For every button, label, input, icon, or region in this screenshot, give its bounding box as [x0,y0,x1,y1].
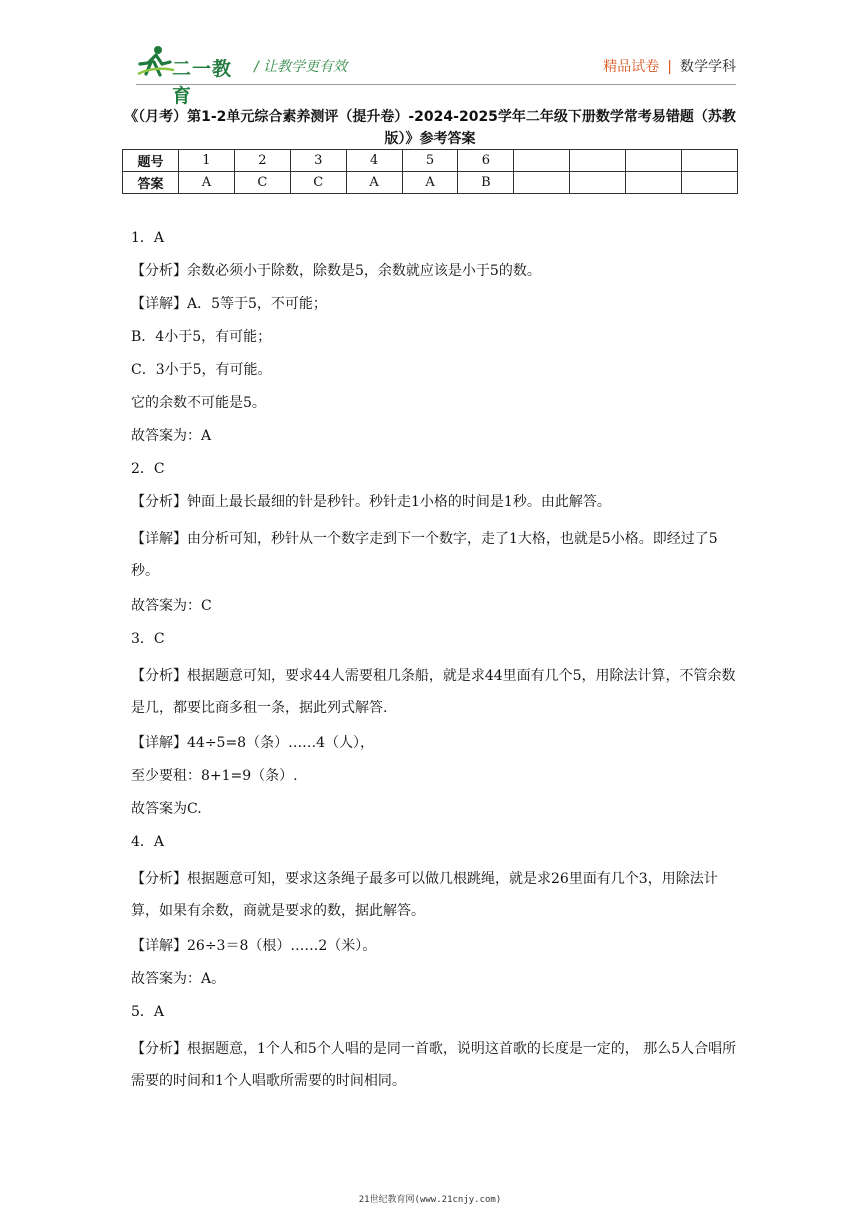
logo-text: 二一教育 [172,58,233,107]
conclusion-paragraph: 故答案为C. [131,801,202,817]
question-number-cell [570,150,626,172]
analysis-paragraph: 【分析】余数必须小于除数，除数是5，余数就应该是小于5的数。 [131,263,541,279]
header-category: 精品试卷 [603,59,660,75]
question-number-cell [626,150,682,172]
question-number-cell: 5 [402,150,458,172]
detail-paragraph: 【详解】A．5等于5，不可能； [131,296,327,312]
answer-cell [570,172,626,194]
question-number-cell: 6 [458,150,514,172]
answer-cell: B [458,172,514,194]
question-number-cell: 2 [234,150,290,172]
question-heading: 4．A [131,834,165,850]
answer-cell [626,172,682,194]
analysis-paragraph: 【分析】钟面上最长最细的针是秒针。秒针走1小格的时间是1秒。由此解答。 [131,494,611,510]
detail-paragraph: C．3小于5，有可能。 [131,362,272,378]
detail-paragraph: 【详解】由分析可知，秒针从一个数字走到下一个数字，走了1大格，也就是5小格。即经过了5秒。 [131,531,718,579]
question-heading: 3．C [131,631,165,647]
analysis-paragraph: 【分析】根据题意，1个人和5个人唱的是同一首歌，说明这首歌的长度是一定的， 那么5人合唱所需要的时间和1个人唱歌所需要的时间相同。 [131,1041,737,1089]
question-number-row [123,150,738,172]
page-footer: 21世纪教育网(www.21cnjy.com) [358,1195,502,1205]
header-right [603,56,736,76]
document-title: 《（月考）第1-2单元综合素养测评（提升卷）-2024-2025学年二年级下册数学常考易错题（苏教版）》参考答案 [124,109,736,147]
answer-cell: C [290,172,346,194]
answer-cell: C [234,172,290,194]
header-separator: | [667,59,672,75]
slogan: / 让教学更有效 [254,59,348,75]
question-number-cell [514,150,570,172]
question-number-cell [682,150,738,172]
question-heading: 1．A [131,230,165,246]
question-heading: 2．C [131,461,165,477]
question-number-cell: 4 [346,150,402,172]
answer-table [122,149,738,194]
detail-paragraph: 【详解】26÷3＝8（根）……2（米）。 [131,938,377,954]
conclusion-paragraph: 故答案为：C [131,598,212,614]
detail-paragraph: B．4小于5，有可能； [131,329,272,345]
question-number-cell: 1 [179,150,235,172]
answer-cell: A [346,172,402,194]
analysis-paragraph: 【分析】根据题意可知，要求这条绳子最多可以做几根跳绳，就是求26里面有几个3，用除法计算，如果有余数，商就是要求的数，据此解答。 [131,871,718,919]
detail-paragraph: 它的余数不可能是5。 [131,395,266,411]
analysis-paragraph: 【分析】根据题意可知，要求44人需要租几条船，就是求44里面有几个5，用除法计算，不管余数是几，都要比商多租一条，据此列式解答. [131,668,736,716]
logo [136,44,246,107]
conclusion-paragraph: 故答案为：A。 [131,971,226,987]
answer-explanations [131,226,739,1104]
answer-cell [682,172,738,194]
question-number-cell: 3 [290,150,346,172]
header-subject: 数学学科 [680,59,736,75]
page-header [136,38,736,107]
answer-label: 答案 [123,172,179,194]
answer-cell [514,172,570,194]
question-number-label: 题号 [123,150,179,172]
detail-paragraph: 至少要租：8+1=9（条）. [131,768,298,784]
question-heading: 5．A [131,1004,165,1020]
conclusion-paragraph: 故答案为：A [131,428,212,444]
detail-paragraph: 【详解】44÷5=8（条）……4（人）， [131,735,374,751]
answer-row [123,172,738,194]
answer-cell: A [402,172,458,194]
answer-cell: A [179,172,235,194]
header-divider [136,84,736,85]
runner-logo-icon [136,44,176,80]
